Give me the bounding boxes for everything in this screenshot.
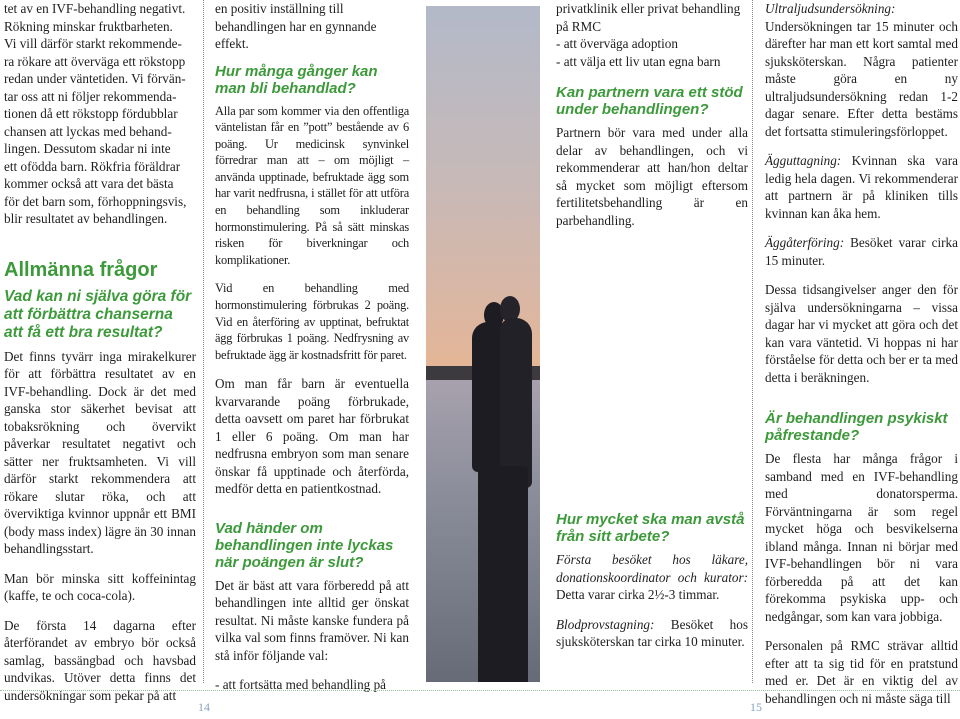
paragraph: Det finns tyvärr inga mirakelkurer för att förbättra resultatet av en IVF-behandling. Dock är det med ganska stor säkerhet bevisat att tobaksrökning och övervikt påverkar resultatet negativt och sätter ner fruktsamheten. Vi vill därför starkt rekommendera att rökare slutar röka, och att överviktiga kvinnor uppnår ett BMI (body mass index) lägre än 30 innan behandlingsstart.: [4, 348, 196, 556]
page-number-right: 15: [750, 700, 762, 714]
paragraph: en positiv inställning till behandlingen har en gynnande effekt.: [215, 1, 377, 51]
subheading: Vad kan ni själva göra för att förbättra chanserna att få ett bra resultat?: [4, 287, 192, 341]
column-4: [765, 0, 958, 719]
subheading: Hur många gånger kan man bli behandlad?: [215, 62, 378, 97]
paragraph-text: Undersökningen tar 15 minuter och därefter har man ett kort samtal med sjuksköterskan. Några patienter måste göra en ny ultraljudsundersökning redan 1-2 dagar senare. Efter detta bestäms det fortsatta stimuleringsförloppet.: [765, 18, 958, 139]
photo-silhouette-body-right: [500, 318, 532, 488]
subheading: Vad händer om behandlingen inte lyckas när poängen är slut?: [215, 519, 394, 571]
paragraph: Alla par som kommer via den offentliga väntelistan får en ”pott” bestående av 6 poäng. Ur medicinsk synvinkel förredrar man att – om möjligt – använda upptinade, befruktade ägg som har varit nedfrusna, i stället för att utföra en behandling som inkluderar hormonstimulering. På så sätt minskas risken för biverkningar och komplikationer.: [215, 103, 409, 267]
paragraph: De första 14 dagarna efter återförandet av embryo bör också samlag, bassängbad och havsbad undvikas. Utöver detta finns det undersökningar som pekar på att: [4, 617, 196, 703]
text-line: ett ofödda barn. Rökfria föräldrar: [4, 158, 181, 174]
paragraph: [765, 0, 958, 140]
text-line: blir resultatet av behandlingen.: [4, 211, 168, 226]
text-line: chansen att lyckas med behand-: [4, 123, 172, 139]
paragraph: Dessa tidsangivelser anger den för själva undersökningarna – vissa dagar har vi mycket att göra och det kan vara väntetid. Vi hoppas ni har förståelse för detta och ber er ta med detta i beräkningen.: [765, 282, 958, 385]
paragraph: [765, 234, 958, 269]
paragraph: [556, 616, 748, 651]
paragraph: Personalen på RMC strävar alltid efter att ta sig tid för en pratstund med er. Det är en viktig del av behandlingen och ni måste säga till: [765, 638, 958, 706]
paragraph: Om man får barn är eventuella kvarvarande poäng förbrukade, detta oavsett om paret har förbrukat 1 eller 6 poäng. Om man har nedfrusna embryon som man senare önskar få upptinade och återförda, medför detta en patientkostnad.: [215, 376, 409, 497]
text-line: Vi vill därför starkt rekommende-: [4, 36, 182, 51]
paragraph-label: Äggåterföring:: [765, 235, 845, 250]
photo-silhouette-legs: [478, 466, 528, 682]
paragraph: Man bör minska sitt koffeinintag (kaffe, te och coca-cola).: [4, 570, 196, 603]
paragraph: Det är bäst att vara förberedd på att behandlingen inte alltid ger önskat resultat. Ni måste kanske fundera på vilka val som finns framöver. Ni kan stå inför följande val:: [215, 577, 409, 663]
paragraph-label: Ägguttagning:: [765, 153, 842, 168]
subheading: Är behandlingen psykiskt påfrestande?: [765, 410, 948, 444]
column-divider: [203, 0, 204, 683]
list-item: - att överväga adoption: [556, 36, 678, 51]
paragraph-text: Besöket hos sjuksköterskan tar cirka 10 minuter.: [556, 616, 748, 649]
text-line: lingen. Dessutom skadar ni inte: [4, 141, 171, 156]
paragraph-label: Ultraljudsundersökning:: [765, 1, 896, 16]
list-item: privatklinik eller privat behandling på RMC: [556, 1, 741, 34]
paragraph-label: Första besöket hos läkare, donationskoordinator och kurator:: [556, 552, 748, 585]
text-line: redan under väntetiden. Vi förvän-: [4, 71, 186, 86]
paragraph-text: Detta varar cirka 2½-3 timmar.: [556, 587, 720, 602]
text-line: ra rökare att överväga ett rökstopp: [4, 53, 186, 69]
paragraph-text: Kvinnan ska vara ledig hela dagen. Vi rekommenderar att partnern är på kliniken tills kvinnan kan åka hem.: [765, 153, 958, 221]
column-1: [4, 0, 196, 716]
footer-rule: [0, 690, 960, 691]
column-3: [556, 0, 748, 663]
paragraph: [765, 152, 958, 222]
column-divider: [752, 0, 753, 683]
subheading: Hur mycket ska man avstå från sitt arbete?: [556, 511, 745, 545]
text-line: tar oss att ni följer rekommenda-: [4, 88, 177, 104]
section-title: Allmänna frågor: [4, 258, 158, 281]
text-line: tet av en IVF-behandling negativt.: [4, 1, 186, 16]
couple-sunset-photo: [426, 6, 540, 682]
subheading: Kan partnern vara ett stöd under behandlingen?: [556, 84, 743, 118]
column-2: [215, 0, 409, 706]
text-line: Rökning minskar fruktbarheten.: [4, 18, 173, 34]
paragraph: [556, 551, 748, 604]
text-line: för det barn som, förhoppningsvis,: [4, 193, 187, 209]
paragraph: De flesta har många frågor i samband med en IVF-behandling med donatorsperma. Förväntningarna är som regel mycket höga och besvikelserna ibland många. Innan ni börjar med IVF-behandlingen bör ni vara förberedda på att det kan förekomma psykiska upp- och nedgångar, som kan vara jobbiga.: [765, 451, 958, 624]
list-item: - att fortsätta med behandling på: [215, 677, 387, 693]
paragraph: Partnern bör vara med under alla delar av behandlingen, och vi rekommenderar att han/hon deltar så mycket som möjligt eftersom fertilitetsbehandling är en parbehandling.: [556, 125, 748, 228]
spacer: [556, 241, 748, 511]
list-item: - att välja ett liv utan egna barn: [556, 53, 721, 69]
page-number-left: 14: [198, 700, 210, 714]
paragraph-label: Blodprovstagning:: [556, 616, 655, 632]
text-line: kommer också att vara det bästa: [4, 176, 174, 191]
paragraph: Vid en behandling med hormonstimulering förbrukas 2 poäng. Vid en återföring av upptinat, befruktat ägg förbrukas 1 poäng. Nedfrysning av befruktade ägg är kostnadsfritt för paret.: [215, 281, 409, 362]
text-line: tionen då ett rökstopp fördubblar: [4, 106, 178, 121]
paragraph-text: Besöket varar cirka 15 minuter.: [765, 235, 958, 268]
intro-paragraph: [4, 0, 196, 228]
